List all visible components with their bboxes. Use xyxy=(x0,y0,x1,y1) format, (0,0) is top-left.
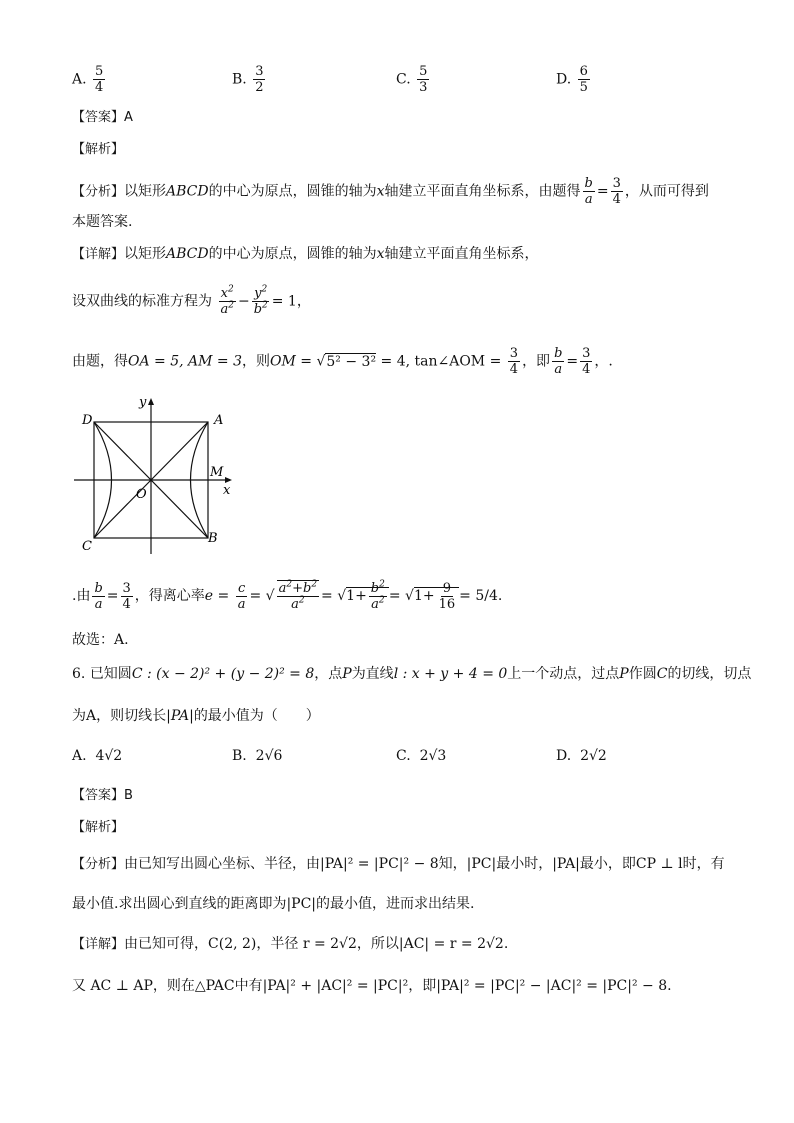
q5-option-b: B. $\frac{3}{2}$ xyxy=(232,64,264,95)
q6-option-d: D. 2√2 xyxy=(556,748,607,764)
q5-given-line: 由题，得OA = 5, AM = 3，则OM = √5² − 3² = 4, tan∠AOM = $\frac{3}{4}$ ，即 $\frac{b}{a}$ = $\frac{3}{4}$ ，. xyxy=(72,346,613,377)
q5-choose: 故选：A. xyxy=(72,632,129,648)
q5-hyperbola-eq: 设双曲线的标准方程为 $\frac{x^2}{a^2}$ − $\frac{y^2}{b^2}$ = 1， xyxy=(72,284,311,317)
q5-option-c: C. $\frac{5}{3}$ xyxy=(396,64,428,95)
q5-xiangjie-line1: 【详解】以矩形ABCD的中心为原点，圆锥的轴为x轴建立平面直角坐标系， xyxy=(72,246,539,262)
q5-fenxi-line2: 本题答案. xyxy=(72,214,133,230)
q6-option-b: B. 2√6 xyxy=(232,748,283,764)
label-d: D xyxy=(82,413,93,428)
label-y: y xyxy=(139,395,147,410)
q5-fenxi-line1: 【分析】以矩形ABCD的中心为原点，圆锥的轴为x轴建立平面直角坐标系，由题得 $\frac{b}{a}$ = $\frac{3}{4}$ ，从而可得到 xyxy=(72,176,709,207)
y-axis-arrow xyxy=(148,398,154,405)
q5-option-a: A. $\frac{5}{4}$ xyxy=(72,64,104,95)
q6-fenxi-line1: 【分析】由已知写出圆心坐标、半径，由|PA|² = |PC|² − 8知，|PC|最小时，|PA|最小，即CP ⊥ l时，有 xyxy=(72,856,725,872)
label-a: A xyxy=(214,413,224,428)
q6-answer: 【答案】B xyxy=(72,788,133,803)
q6-xiangjie-line1: 【详解】由已知可得，C(2, 2)，半径 r = 2√2，所以|AC| = r = 2√2. xyxy=(72,936,509,952)
label-m: M xyxy=(210,465,224,480)
label-b: B xyxy=(208,531,218,546)
q6-analysis-label: 【解析】 xyxy=(72,820,125,835)
q5-option-d: D. $\frac{6}{5}$ xyxy=(556,64,588,95)
q6-fenxi-line2: 最小值.求出圆心到直线的距离即为|PC|的最小值，进而求出结果. xyxy=(72,896,475,912)
hyperbola-rectangle-figure xyxy=(70,390,240,560)
q6-xiangjie-line2: 又 AC ⊥ AP，则在△PAC中有|PA|² + |AC|² = |PC|²，即|PA|² = |PC|² − |AC|² = |PC|² − 8. xyxy=(72,978,672,994)
q6-option-c: C. 2√3 xyxy=(396,748,447,764)
q5-analysis-label: 【解析】 xyxy=(72,142,125,157)
label-o: O xyxy=(136,487,147,502)
label-x: x xyxy=(223,483,231,498)
q6-stem-line2: 为A，则切线长|PA|的最小值为（ ） xyxy=(72,708,320,724)
q6-stem-line1: 6. 已知圆C : (x − 2)² + (y − 2)² = 8，点P为直线l : x + y + 4 = 0上一个动点，过点P作圆C的切线，切点 xyxy=(72,666,752,682)
q5-eccentricity-line: .由 $\frac{b}{a}$ = $\frac{3}{4}$ ，得离心率e = $\frac{c}{a}$ = √ $\frac{a^2+b^2}{a^2}$ = √1+ $\frac{b^2}{a^2}$ = √1+ $\frac{9}{16}$ = 5/4. xyxy=(72,579,503,612)
q5-answer: 【答案】A xyxy=(72,110,133,125)
q6-option-a: A. 4√2 xyxy=(72,748,123,764)
label-c: C xyxy=(82,539,92,554)
